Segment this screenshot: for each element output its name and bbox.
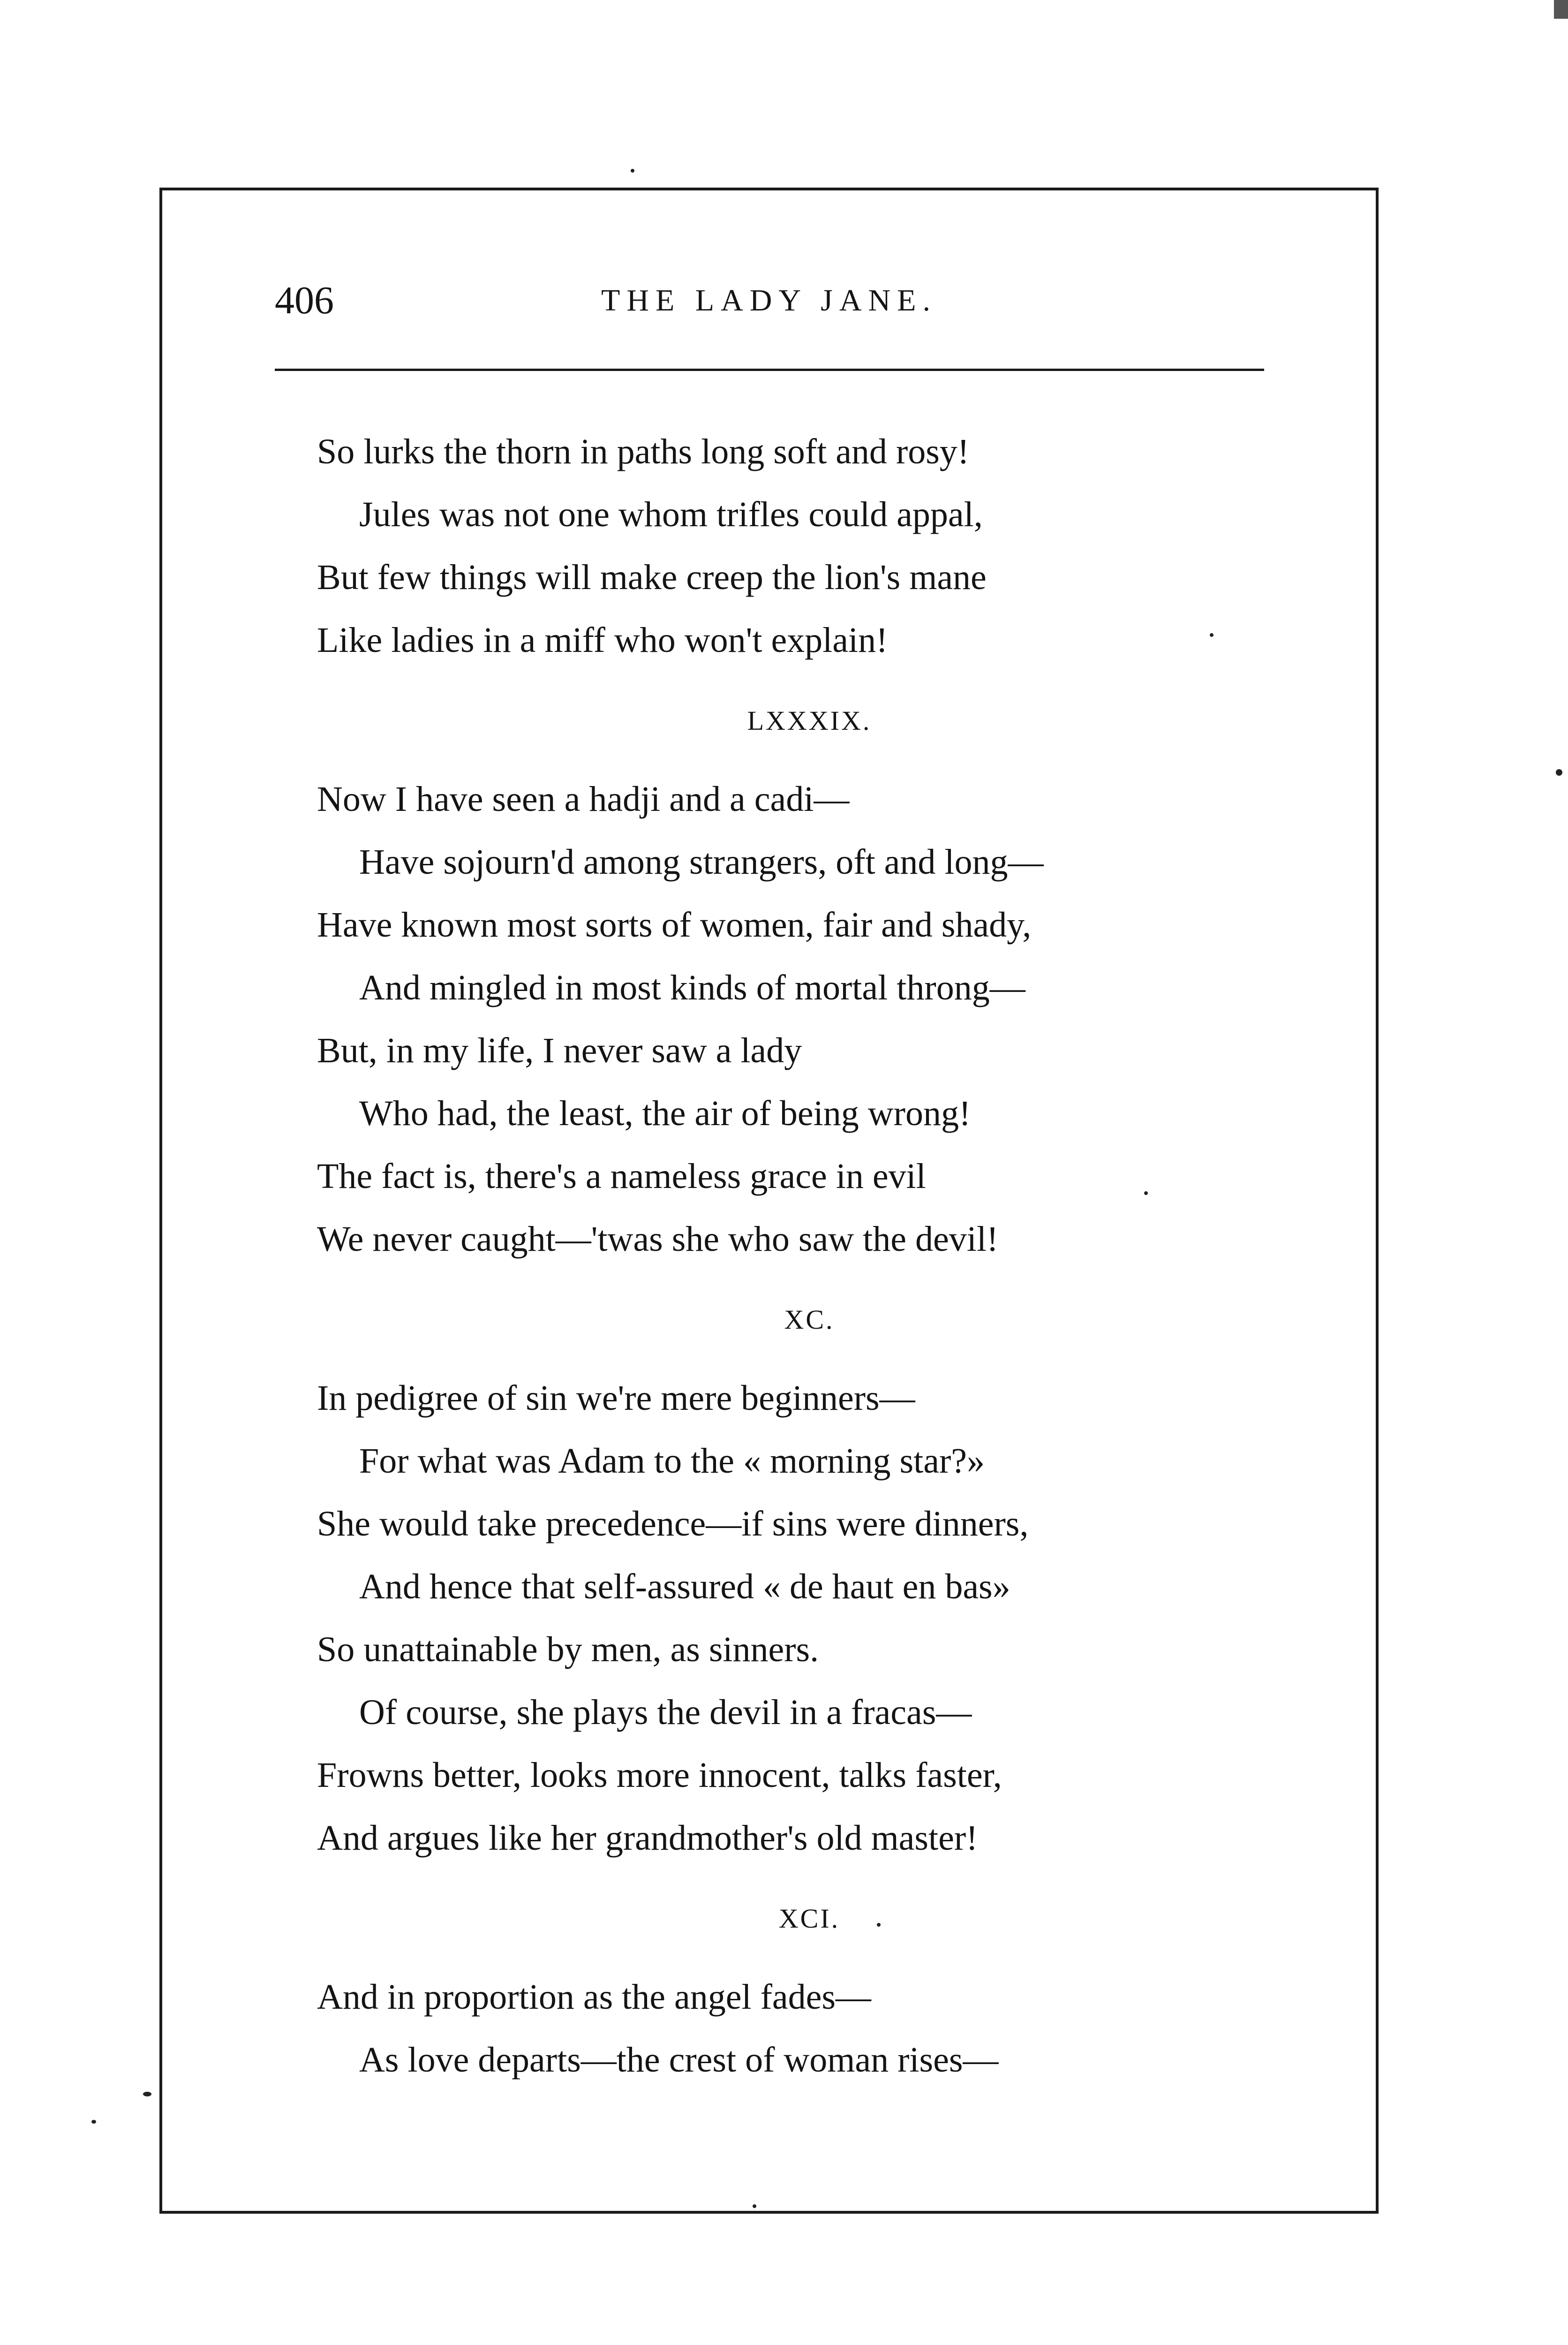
stanza-numeral: LXXXIX. [747,705,872,736]
running-title: THE LADY JANE. [601,283,937,318]
ink-speck [631,169,634,173]
verse-line: Like ladies in a miff who won't explain! [317,620,888,660]
page-edge-mark [1554,0,1568,19]
verse-line: Have known most sorts of women, fair and shady, [317,905,1032,945]
verse-line: But few things will make creep the lion's mane [317,558,987,597]
poem-text [317,420,1302,2091]
verse-line: In pedigree of sin we're mere beginners— [317,1378,915,1418]
verse-line: But, in my life, I never saw a lady [317,1031,802,1070]
verse-line: We never caught—'twas she who saw the devil! [317,1219,999,1259]
stanza-numeral: XC. [784,1304,835,1335]
verse-line: She would take precedence—if sins were dinners, [317,1504,1029,1543]
ink-speck [143,2092,151,2096]
ink-speck [877,1923,881,1927]
verse-line: Jules was not one whom trifles could appal, [359,495,983,534]
verse-line: For what was Adam to the « morning star?» [359,1441,985,1481]
verse-line: And mingled in most kinds of mortal throng— [359,968,1025,1007]
verse-line: As love departs—the crest of woman rises— [359,2040,999,2080]
verse-line: So lurks the thorn in paths long soft and rosy! [317,432,970,471]
verse-line: The fact is, there's a nameless grace in evil [317,1157,926,1196]
stanza [317,1367,1302,1869]
verse-line: Now I have seen a hadji and a cadi— [317,779,850,819]
verse-line: And in proportion as the angel fades— [317,1977,871,2017]
running-head [162,275,1376,326]
stanza [317,768,1302,1271]
header-rule [275,369,1264,371]
verse-line: Of course, she plays the devil in a fracas— [359,1693,972,1732]
ink-speck [753,2204,756,2208]
stanza-numeral: XCI. [778,1903,840,1934]
verse-line: Frowns better, looks more innocent, talks faster, [317,1755,1002,1795]
page-frame [159,188,1379,2214]
verse-line: So unattainable by men, as sinners. [317,1630,819,1669]
verse-line: Who had, the least, the air of being wrong! [359,1094,971,1133]
stanza [317,1966,1302,2091]
ink-speck [1144,1191,1148,1195]
page-number: 406 [275,279,334,322]
stanza [317,420,1302,672]
ink-speck [1556,769,1562,776]
ink-speck [91,2120,96,2124]
verse-line: And hence that self-assured « de haut en bas» [359,1567,1010,1606]
ink-speck [1210,633,1214,637]
verse-line: And argues like her grandmother's old master! [317,1818,978,1858]
verse-line: Have sojourn'd among strangers, oft and long— [359,842,1044,882]
